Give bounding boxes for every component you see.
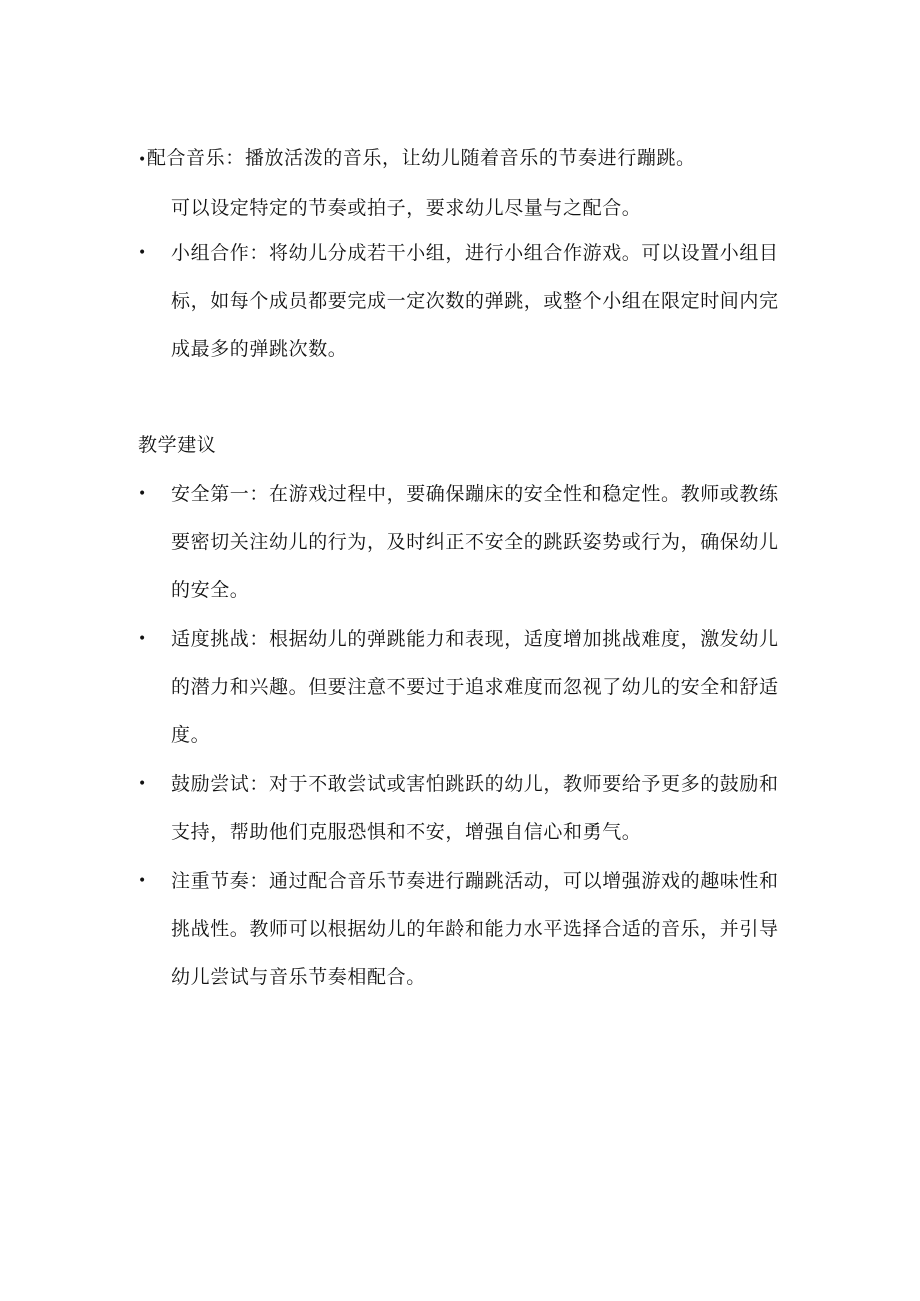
- bullet-icon: •: [138, 245, 147, 261]
- list-item-text: 配合音乐：播放活泼的音乐，让幼儿随着音乐的节奏进行蹦跳。: [146, 147, 696, 169]
- list-item-rhythm: [138, 857, 788, 1001]
- bullet-icon: •: [138, 873, 147, 889]
- list-item-continuation: 可以设定特定的节奏或拍子，要求幼儿尽量与之配合。: [171, 197, 642, 219]
- list-item-text: 适度挑战：根据幼儿的弹跳能力和表现，适度增加挑战难度，激发幼儿的潜力和兴趣。但要注意不要过于追求难度而忽视了幼儿的安全和舒适度。: [171, 628, 779, 746]
- bullet-icon: •: [138, 486, 147, 502]
- bullet-icon: •: [138, 776, 147, 792]
- list-item-group: [138, 229, 788, 373]
- list-item-encourage: [138, 760, 788, 856]
- list-item-text: 注重节奏：通过配合音乐节奏进行蹦跳活动，可以增强游戏的趣味性和挑战性。教师可以根据幼儿的年龄和能力水平选择合适的音乐，并引导幼儿尝试与音乐节奏相配合。: [171, 870, 779, 988]
- list-item-text: 小组合作：将幼儿分成若干小组，进行小组合作游戏。可以设置小组目标，如每个成员都要完成一定次数的弹跳，或整个小组在限定时间内完成最多的弹跳次数。: [171, 242, 779, 360]
- list-item-challenge: [138, 615, 788, 759]
- list-item-text: 安全第一：在游戏过程中，要确保蹦床的安全性和稳定性。教师或教练要密切关注幼儿的行为，及时纠正不安全的跳跃姿势或行为，确保幼儿的安全。: [171, 483, 779, 601]
- suggestion-list: [138, 470, 788, 1001]
- section-heading: 教学建议: [138, 434, 217, 456]
- list-item-text: 鼓励尝试：对于不敢尝试或害怕跳跃的幼儿，教师要给予更多的鼓励和支持，帮助他们克服恐惧和不安，增强自信心和勇气。: [171, 773, 779, 843]
- bullet-icon: •: [138, 631, 147, 647]
- activity-list-2: [138, 229, 788, 373]
- activity-list: [138, 134, 788, 232]
- list-item-safety: [138, 470, 788, 614]
- bullet-icon: •: [138, 152, 147, 168]
- list-item-music: [138, 134, 788, 232]
